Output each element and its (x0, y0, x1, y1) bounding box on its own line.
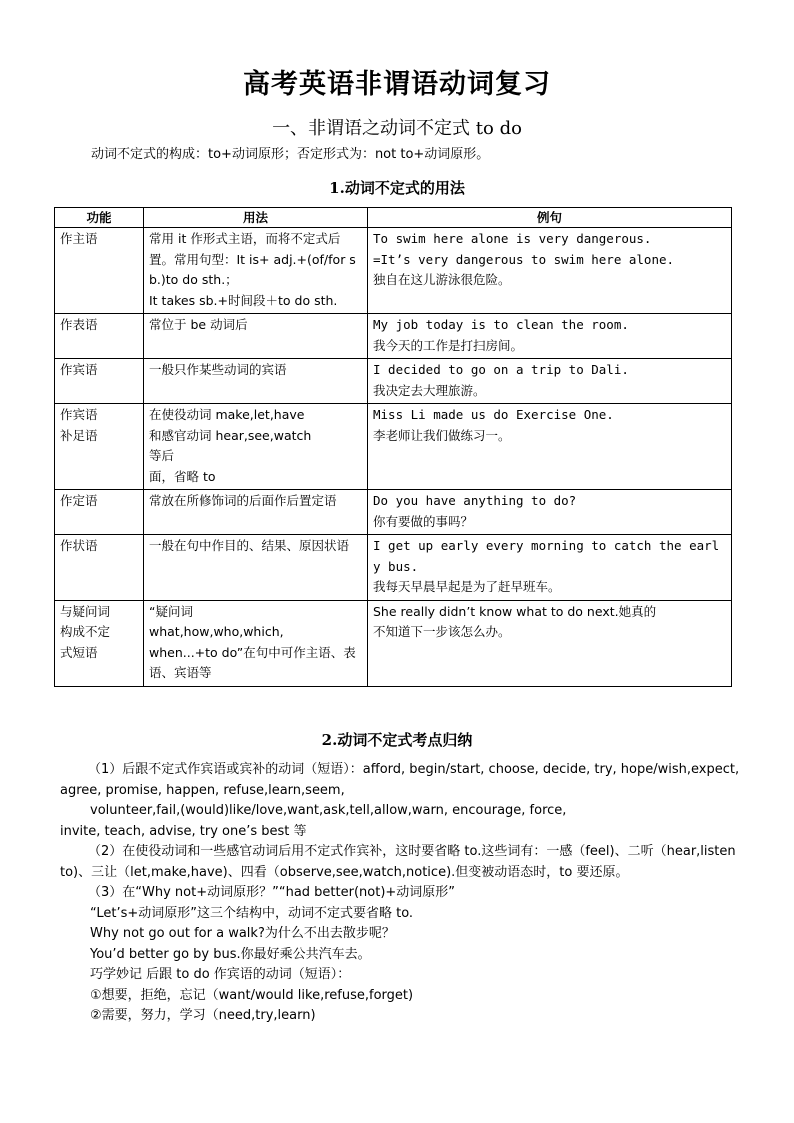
usage-table (54, 207, 732, 687)
table-row (55, 535, 732, 601)
table-row (55, 490, 732, 535)
point-3: （3）在“Why not+动词原形？”“had better(not)+动词原形” (88, 885, 456, 900)
cell-usage: 常位于 be 动词后 (144, 314, 368, 359)
cell-example: Do you have anything to do? 你有要做的事吗？ (368, 490, 732, 535)
point-3-continued: “Let’s+动词原形”这三个结构中，动词不定式要省略 to. (90, 905, 414, 921)
cell-example: I decided to go on a trip to Dali. 我决定去大理旅游。 (368, 359, 732, 404)
section2-body (60, 760, 750, 1027)
section-title: 一、非谓语之动词不定式 to do (272, 118, 522, 139)
cell-function: 与疑问词 构成不定 式短语 (55, 600, 144, 686)
table-row (55, 359, 732, 404)
intro-text: 动词不定式的构成：to+动词原形；否定形式为：not to+动词原形。 (91, 147, 490, 162)
point-2: （2）在使役动词和一些感官动词后用不定式作宾补，这时要省略 to.这些词有：一感（feel)、二听（hear,listen to)、三让（let,make,have)、四看（observe,see,watch,notice).但变被动语态时，to 要还原。 (60, 844, 736, 880)
header-usage: 用法 (144, 208, 368, 228)
table-row (55, 600, 732, 686)
document-title: 高考英语非谓语动词复习 (243, 69, 551, 100)
cell-usage: 在使役动词 make,let,have 和感官动词 hear,see,watch 等后 面，省略 to (144, 404, 368, 490)
point-1-continued: volunteer,fail,(would)like/love,want,ask,tell,allow,warn, encourage, force, (90, 803, 567, 818)
cell-function: 作宾语 (55, 359, 144, 404)
memory-tip-item-1: ①想要，拒绝，忘记（want/would like,refuse,forget) (90, 987, 414, 1003)
cell-usage: 一般只作某些动词的宾语 (144, 359, 368, 404)
cell-function: 作主语 (55, 228, 144, 314)
cell-function: 作定语 (55, 490, 144, 535)
cell-function: 作表语 (55, 314, 144, 359)
example-sentence-2: You’d better go by bus.你最好乘公共汽车去。 (90, 946, 371, 962)
cell-example: I get up early every morning to catch the early bus. 我每天早晨早起是为了赶早班车。 (368, 535, 732, 601)
cell-example: To swim here alone is very dangerous. =It’s very dangerous to swim here alone. 独自在这儿游泳很危险。 (368, 228, 732, 314)
cell-function: 作宾语 补足语 (55, 404, 144, 490)
cell-example: Miss Li made us do Exercise One. 李老师让我们做练习一。 (368, 404, 732, 490)
cell-function: 作状语 (55, 535, 144, 601)
table-row (55, 404, 732, 490)
header-example: 例句 (368, 208, 732, 228)
cell-example: She really didn’t know what to do next.她真的 不知道下一步该怎么办。 (368, 600, 732, 686)
table-row (55, 228, 732, 314)
section1-heading: 1.动词不定式的用法 (329, 179, 465, 197)
point-1-end: invite, teach, advise, try one’s best 等 (60, 823, 307, 839)
memory-tip-item-2: ②需要，努力，学习（need,try,learn) (90, 1008, 316, 1023)
point-1: （1）后跟不定式作宾语或宾补的动词（短语）：afford, begin/start, choose, decide, try, hope/wish,expect, agree, promise, happen, refuse,learn,seem, (60, 762, 740, 798)
cell-usage: 常放在所修饰词的后面作后置定语 (144, 490, 368, 535)
cell-usage: 一般在句中作目的、结果、原因状语 (144, 535, 368, 601)
cell-usage: 常用 it 作形式主语，而将不定式后置。常用句型：It is+ adj.+(of/for sb.)to do sth.； It takes sb.+时间段＋to do sth. (144, 228, 368, 314)
table-header-row (55, 208, 732, 228)
memory-tip: 巧学妙记 后跟 to do 作宾语的动词（短语）： (90, 967, 351, 982)
section2-heading: 2.动词不定式考点归纳 (321, 731, 473, 749)
cell-example: My job today is to clean the room. 我今天的工作是打扫房间。 (368, 314, 732, 359)
cell-usage: “疑问词 what,how,who,which, when...+to do”在句中可作主语、表语、宾语等 (144, 600, 368, 686)
example-sentence-1: Why not go out for a walk?为什么不出去散步呢？ (90, 926, 395, 941)
table-row (55, 314, 732, 359)
header-function: 功能 (55, 208, 144, 228)
